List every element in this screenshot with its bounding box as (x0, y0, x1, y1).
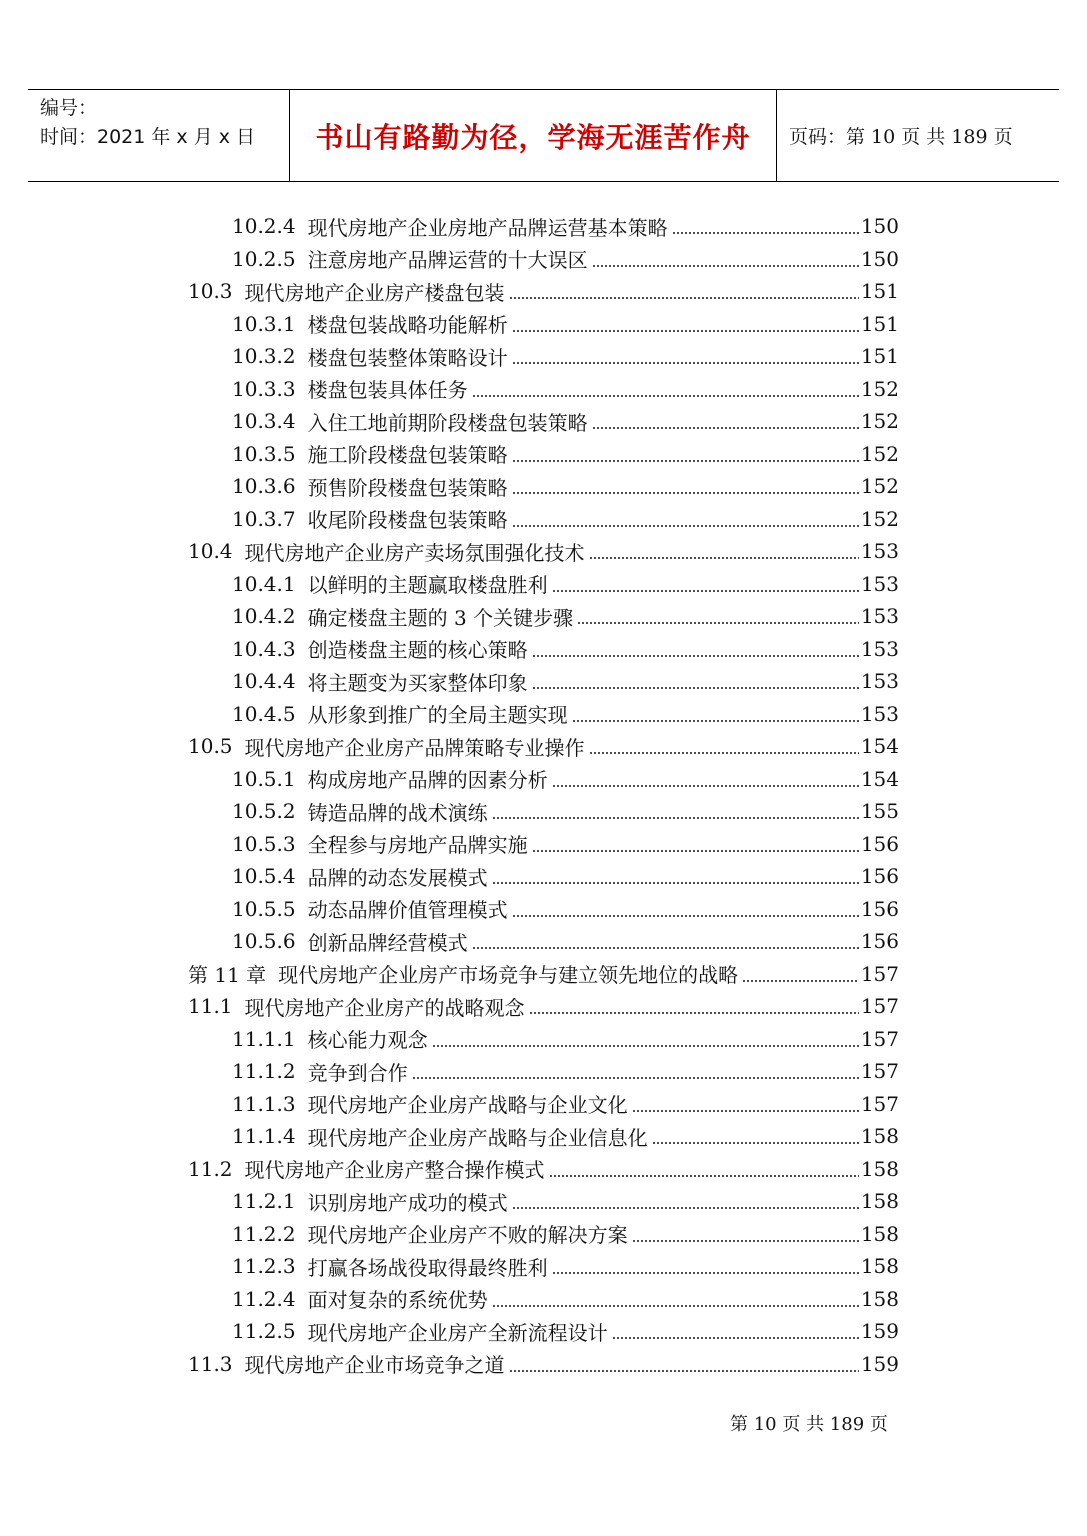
toc-entry-number: 11.2.2 (232, 1221, 296, 1246)
toc-entry-title: 铸造品牌的战术演练 (307, 800, 488, 825)
toc-entry-number: 11.2.1 (232, 1189, 296, 1213)
toc-entry[interactable] (232, 1055, 899, 1087)
toc-entry[interactable] (232, 308, 899, 340)
toc-dot-leader (512, 346, 859, 366)
toc-dot-leader (652, 1126, 859, 1146)
toc-entry-number: 10.3.6 (232, 474, 296, 498)
toc-dot-leader (552, 1256, 859, 1276)
toc-entry-page: 157 (860, 994, 899, 1018)
toc-entry-number: 10.3.4 (232, 409, 296, 433)
toc-entry-page: 151 (860, 344, 899, 368)
toc-entry[interactable] (232, 340, 899, 372)
toc-entry-title: 面对复杂的系统优势 (307, 1288, 488, 1312)
toc-entry-title: 构成房地产品牌的因素分析 (307, 768, 548, 792)
toc-entry-title: 现代房地产企业房产战略与企业文化 (307, 1093, 628, 1117)
toc-dot-leader (632, 1224, 859, 1244)
toc-entry-title: 入住工地前期阶段楼盘包装策略 (307, 410, 588, 435)
toc-dot-leader (412, 1061, 859, 1081)
toc-entry-number: 10.3 (188, 279, 233, 303)
toc-entry-title: 创造楼盘主题的核心策略 (307, 638, 528, 662)
toc-entry[interactable] (188, 990, 899, 1022)
toc-dot-leader (492, 866, 859, 886)
toc-entry-page: 153 (860, 604, 899, 628)
header-page-info-cell (777, 90, 1059, 181)
toc-dot-leader (549, 1159, 859, 1179)
toc-entry-number: 10.5.3 (232, 831, 296, 856)
toc-entry[interactable] (232, 600, 899, 632)
document-header (28, 89, 1059, 182)
toc-entry[interactable] (232, 470, 899, 502)
toc-dot-leader (589, 541, 859, 561)
toc-entry-page: 150 (860, 246, 899, 271)
toc-dot-leader (509, 281, 859, 301)
toc-entry[interactable] (232, 503, 899, 535)
toc-dot-leader (512, 444, 859, 464)
toc-entry-page: 159 (860, 1351, 899, 1376)
toc-entry[interactable] (188, 958, 899, 990)
toc-entry-number: 10.3.7 (232, 506, 296, 531)
toc-entry-title: 创新品牌经营模式 (307, 930, 468, 955)
toc-entry-page: 152 (860, 441, 899, 466)
toc-entry[interactable] (232, 1088, 899, 1120)
toc-entry-page: 158 (860, 1124, 899, 1148)
toc-entry[interactable] (232, 373, 899, 405)
toc-entry-page: 156 (860, 831, 899, 856)
toc-entry-number: 10.4.2 (232, 604, 296, 628)
toc-entry[interactable] (188, 730, 899, 762)
toc-dot-leader (472, 931, 859, 951)
toc-dot-leader (552, 769, 859, 789)
toc-dot-leader (532, 639, 859, 659)
toc-entry-title: 将主题变为买家整体印象 (307, 670, 528, 695)
toc-entry-title: 现代房地产企业房地产品牌运营基本策略 (307, 215, 668, 240)
toc-dot-leader (512, 476, 859, 496)
toc-entry-page: 153 (860, 636, 899, 661)
toc-entry[interactable] (232, 1120, 899, 1152)
toc-entry-page: 157 (860, 1059, 899, 1083)
toc-dot-leader (512, 314, 859, 334)
header-motto: 书山有路勤为径，学海无涯苦作舟 (315, 120, 751, 154)
toc-dot-leader (672, 216, 859, 236)
toc-entry-number: 11.1.2 (232, 1059, 296, 1083)
toc-dot-leader (612, 1321, 859, 1341)
toc-dot-leader (572, 704, 859, 724)
toc-entry-title: 以鲜明的主题赢取楼盘胜利 (307, 573, 548, 597)
toc-entry-page: 152 (860, 376, 899, 401)
toc-entry-number: 10.5.6 (232, 929, 296, 953)
toc-entry-number: 11.2 (188, 1156, 233, 1181)
toc-dot-leader (589, 736, 859, 756)
toc-entry-title: 现代房地产企业房产战略与企业信息化 (307, 1125, 648, 1150)
toc-entry-number: 11.1.1 (232, 1026, 296, 1051)
toc-entry[interactable] (232, 925, 899, 957)
page-footer (730, 1410, 888, 1436)
toc-dot-leader (512, 899, 859, 919)
toc-entry[interactable] (232, 665, 899, 697)
toc-entry-page: 153 (860, 539, 899, 563)
toc-entry-title: 现代房地产企业房产楼盘包装 (244, 280, 505, 305)
toc-entry-page: 157 (860, 961, 899, 986)
toc-dot-leader (552, 574, 859, 594)
toc-dot-leader (492, 1289, 859, 1309)
toc-entry-page: 156 (860, 864, 899, 888)
toc-entry-page: 158 (860, 1286, 899, 1311)
toc-entry[interactable] (188, 535, 899, 567)
toc-entry-title: 确定楼盘主题的 3 个关键步骤 (307, 605, 574, 630)
toc-entry[interactable] (232, 1250, 899, 1282)
toc-dot-leader (532, 671, 859, 691)
toc-entry[interactable] (232, 893, 899, 925)
toc-entry-number: 11.2.5 (232, 1319, 296, 1343)
toc-entry-number: 11.2.4 (232, 1286, 296, 1311)
toc-dot-leader (512, 1191, 859, 1211)
toc-entry-page: 151 (860, 311, 899, 336)
toc-entry-number: 10.5.4 (232, 864, 296, 888)
toc-dot-leader (577, 606, 859, 626)
toc-entry[interactable] (232, 210, 899, 242)
toc-entry-title: 识别房地产成功的模式 (307, 1190, 508, 1215)
toc-entry[interactable] (232, 633, 899, 665)
toc-entry-number: 10.3.1 (232, 311, 296, 336)
toc-entry[interactable] (232, 1218, 899, 1250)
toc-entry-number: 10.4.5 (232, 701, 296, 726)
footer-page-number: 第 10 页 共 189 页 (730, 1414, 888, 1435)
toc-entry-number: 10.2.5 (232, 246, 296, 271)
toc-entry[interactable] (232, 568, 899, 600)
toc-entry-page: 156 (860, 929, 899, 953)
header-page-info: 页码：第 10 页 共 189 页 (789, 126, 1013, 148)
toc-entry-page: 153 (860, 701, 899, 726)
toc-entry-page: 152 (860, 474, 899, 498)
toc-entry-page: 152 (860, 506, 899, 531)
toc-entry-title: 预售阶段楼盘包装策略 (307, 475, 508, 500)
toc-entry[interactable] (232, 698, 899, 730)
toc-entry-number: 10.4.3 (232, 636, 296, 661)
toc-entry-number: 10.5 (188, 734, 233, 758)
toc-entry-number: 11.3 (188, 1351, 233, 1376)
toc-entry-number: 10.5.5 (232, 896, 296, 921)
toc-entry[interactable] (232, 1023, 899, 1055)
doc-number-label: 编号： (40, 97, 98, 119)
header-meta (28, 90, 290, 181)
toc-entry-number: 11.1 (188, 994, 233, 1018)
toc-entry-page: 154 (860, 766, 899, 791)
toc-entry-page: 153 (860, 669, 899, 693)
toc-entry-number: 11.1.3 (232, 1091, 296, 1116)
toc-entry[interactable] (188, 1153, 899, 1185)
toc-dot-leader (472, 379, 859, 399)
toc-entry-title: 全程参与房地产品牌实施 (307, 833, 528, 857)
toc-entry-title: 现代房地产企业房产全新流程设计 (307, 1320, 608, 1345)
toc-entry-page: 155 (860, 799, 899, 823)
toc-entry-title: 现代房地产企业房产的战略观念 (244, 995, 525, 1020)
toc-entry-title: 核心能力观念 (307, 1028, 428, 1052)
toc-entry[interactable] (232, 243, 899, 275)
toc-entry-page: 152 (860, 409, 899, 433)
toc-dot-leader (592, 249, 859, 269)
toc-dot-leader (512, 509, 859, 529)
toc-entry-number: 10.2.4 (232, 214, 296, 238)
toc-entry-title: 打赢各场战役取得最终胜利 (307, 1255, 548, 1280)
toc-entry-number: 10.4 (188, 539, 233, 563)
toc-entry[interactable] (188, 275, 899, 307)
toc-entry[interactable] (232, 1185, 899, 1217)
toc-entry-number: 10.3.3 (232, 376, 296, 401)
toc-entry[interactable] (232, 1283, 899, 1315)
toc-entry-title: 现代房地产企业市场竞争之道 (244, 1353, 505, 1377)
toc-entry-title: 竞争到合作 (307, 1060, 408, 1085)
toc-entry-title: 楼盘包装战略功能解析 (307, 313, 508, 337)
toc-dot-leader (592, 411, 859, 431)
header-motto-cell (290, 90, 777, 181)
toc-entry-title: 从形象到推广的全局主题实现 (307, 703, 568, 727)
toc-entry[interactable] (232, 405, 899, 437)
toc-entry-title: 动态品牌价值管理模式 (307, 898, 508, 922)
toc-dot-leader (509, 1354, 859, 1374)
toc-entry-title: 现代房地产企业房产卖场氛围强化技术 (244, 540, 585, 565)
toc-entry[interactable] (232, 763, 899, 795)
toc-entry-number: 第 11 章 (188, 963, 267, 987)
toc-entry-page: 156 (860, 896, 899, 921)
toc-entry[interactable] (232, 1315, 899, 1347)
toc-entry-title: 现代房地产企业房产市场竞争与建立领先地位的战略 (278, 963, 739, 987)
toc-entry-page: 153 (860, 571, 899, 596)
toc-entry[interactable] (232, 860, 899, 892)
toc-entry[interactable] (232, 438, 899, 470)
toc-entry-page: 158 (860, 1189, 899, 1213)
toc-entry[interactable] (232, 795, 899, 827)
toc-entry-number: 11.2.3 (232, 1254, 296, 1278)
toc-dot-leader (532, 834, 859, 854)
toc-entry-page: 158 (860, 1221, 899, 1246)
toc-entry-page: 158 (860, 1156, 899, 1181)
toc-entry-title: 收尾阶段楼盘包装策略 (307, 508, 508, 532)
toc-entry-title: 注意房地产品牌运营的十大误区 (307, 248, 588, 272)
toc-entry-title: 现代房地产企业房产品牌策略专业操作 (244, 735, 585, 760)
toc-dot-leader (742, 964, 859, 984)
toc-entry-page: 157 (860, 1091, 899, 1116)
toc-entry[interactable] (232, 828, 899, 860)
toc-entry-page: 154 (860, 734, 899, 758)
toc-dot-leader (432, 1029, 859, 1049)
toc-dot-leader (632, 1094, 859, 1114)
toc-entry-title: 品牌的动态发展模式 (307, 865, 488, 890)
toc-entry-number: 10.4.1 (232, 571, 296, 596)
toc-entry-page: 159 (860, 1319, 899, 1343)
doc-time-label: 时间：2021 年 x 月 x 日 (40, 126, 256, 148)
toc-entry-page: 151 (860, 279, 899, 303)
toc-entry-number: 10.3.5 (232, 441, 296, 466)
toc-entry-number: 10.3.2 (232, 344, 296, 368)
toc-entry-title: 现代房地产企业房产不败的解决方案 (307, 1223, 628, 1247)
toc-dot-leader (492, 801, 859, 821)
toc-entry-page: 157 (860, 1026, 899, 1051)
toc-entry-title: 现代房地产企业房产整合操作模式 (244, 1158, 545, 1182)
toc-entry-title: 楼盘包装具体任务 (307, 378, 468, 402)
toc-entry-number: 11.1.4 (232, 1124, 296, 1148)
toc-entry-number: 10.5.1 (232, 766, 296, 791)
toc-entry-page: 150 (860, 214, 899, 238)
toc-entry-number: 10.5.2 (232, 799, 296, 823)
toc-entry-title: 施工阶段楼盘包装策略 (307, 443, 508, 467)
toc-entry-page: 158 (860, 1254, 899, 1278)
toc-entry[interactable] (188, 1348, 899, 1380)
toc-entry-number: 10.4.4 (232, 669, 296, 693)
toc-entry-title: 楼盘包装整体策略设计 (307, 345, 508, 370)
toc-dot-leader (529, 996, 859, 1016)
